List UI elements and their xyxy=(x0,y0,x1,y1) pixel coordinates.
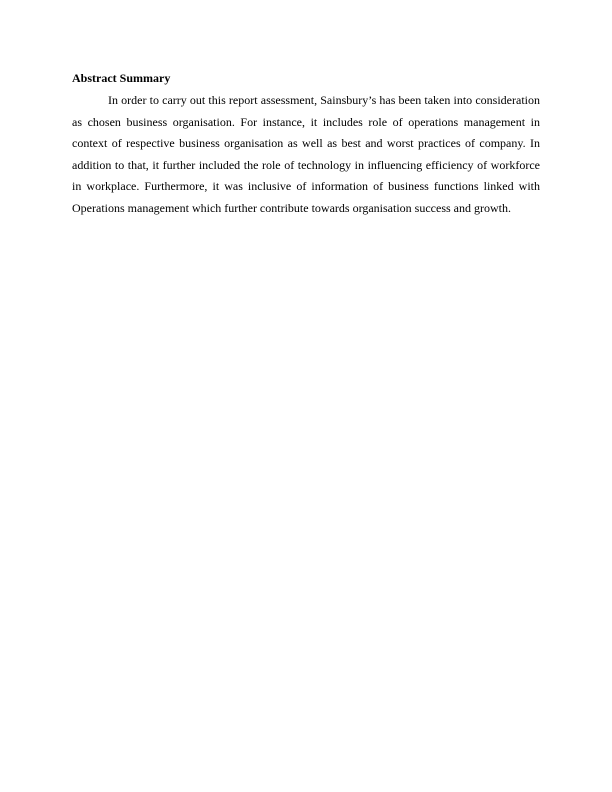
abstract-paragraph: In order to carry out this report assessment, Sainsbury’s has been taken into consideration as chosen business organisation. For instance, it includes role of operations management in context of respective business organisation as well as best and worst practices of company. In addition to that, it further included the role of technology in influencing efficiency of workforce in workplace. Furthermore, it was inclusive of information of business functions linked with Operations management which further contribute towards organisation success and growth. xyxy=(72,93,540,215)
abstract-heading: Abstract Summary xyxy=(72,71,171,85)
document-content xyxy=(72,70,540,220)
